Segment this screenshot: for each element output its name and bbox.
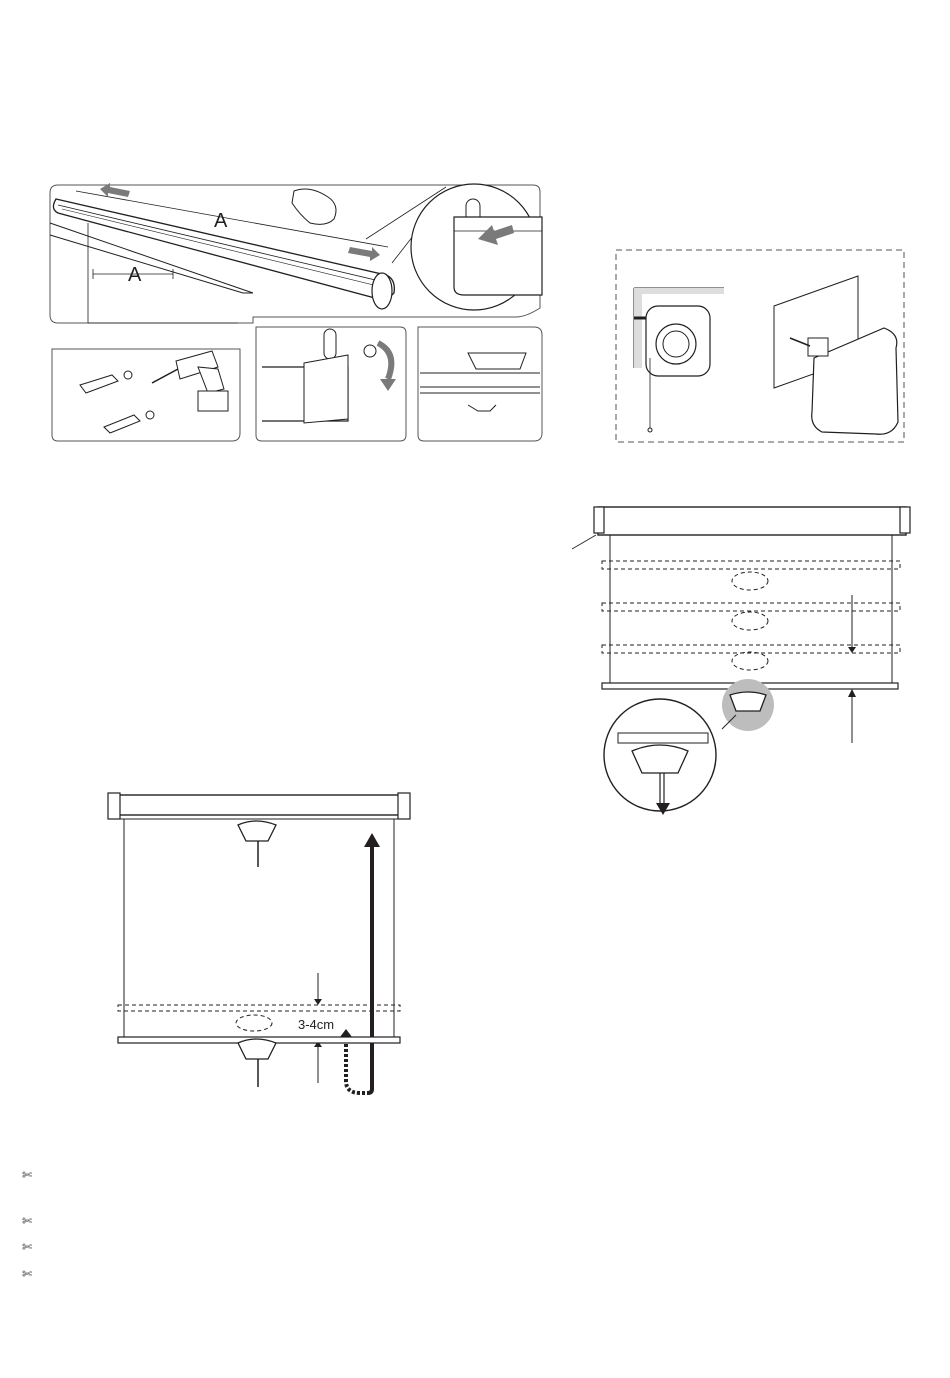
dimension-label-a-top: A <box>214 210 228 232</box>
rotate-arrow <box>378 343 391 379</box>
bottom-bar-panel <box>418 327 542 441</box>
installation-figure <box>48 183 544 445</box>
arrow-right <box>348 247 380 261</box>
note-bullet-icon-3: ✄ <box>22 1240 33 1254</box>
distance-label: 3-4cm <box>298 1017 335 1032</box>
bracket-mounting-figure <box>614 248 908 446</box>
headrail <box>114 795 404 815</box>
note-bullet-icon-1: ✄ <box>22 1168 33 1182</box>
note-bullet-icon-2: ✄ <box>22 1214 33 1228</box>
pull-handle-top <box>238 821 276 841</box>
dashed-bottom-bar <box>118 1005 400 1011</box>
raise-arrow <box>368 843 374 1093</box>
wall-anchor-icon <box>80 371 154 433</box>
adjustment-figure <box>104 789 414 1095</box>
dashed-positions <box>602 561 900 670</box>
pull-handle-bottom <box>238 1039 276 1059</box>
pull-handle <box>730 692 766 711</box>
dimension-label-a-left: A <box>128 264 142 286</box>
bracket-clip <box>808 338 828 356</box>
note-bullet-icon-4: ✄ <box>22 1267 33 1281</box>
roller-end-cap <box>372 273 392 309</box>
drill-icon <box>152 351 228 411</box>
headrail <box>598 507 906 535</box>
pull-down-figure <box>570 503 916 823</box>
hand-illustration <box>292 189 336 224</box>
